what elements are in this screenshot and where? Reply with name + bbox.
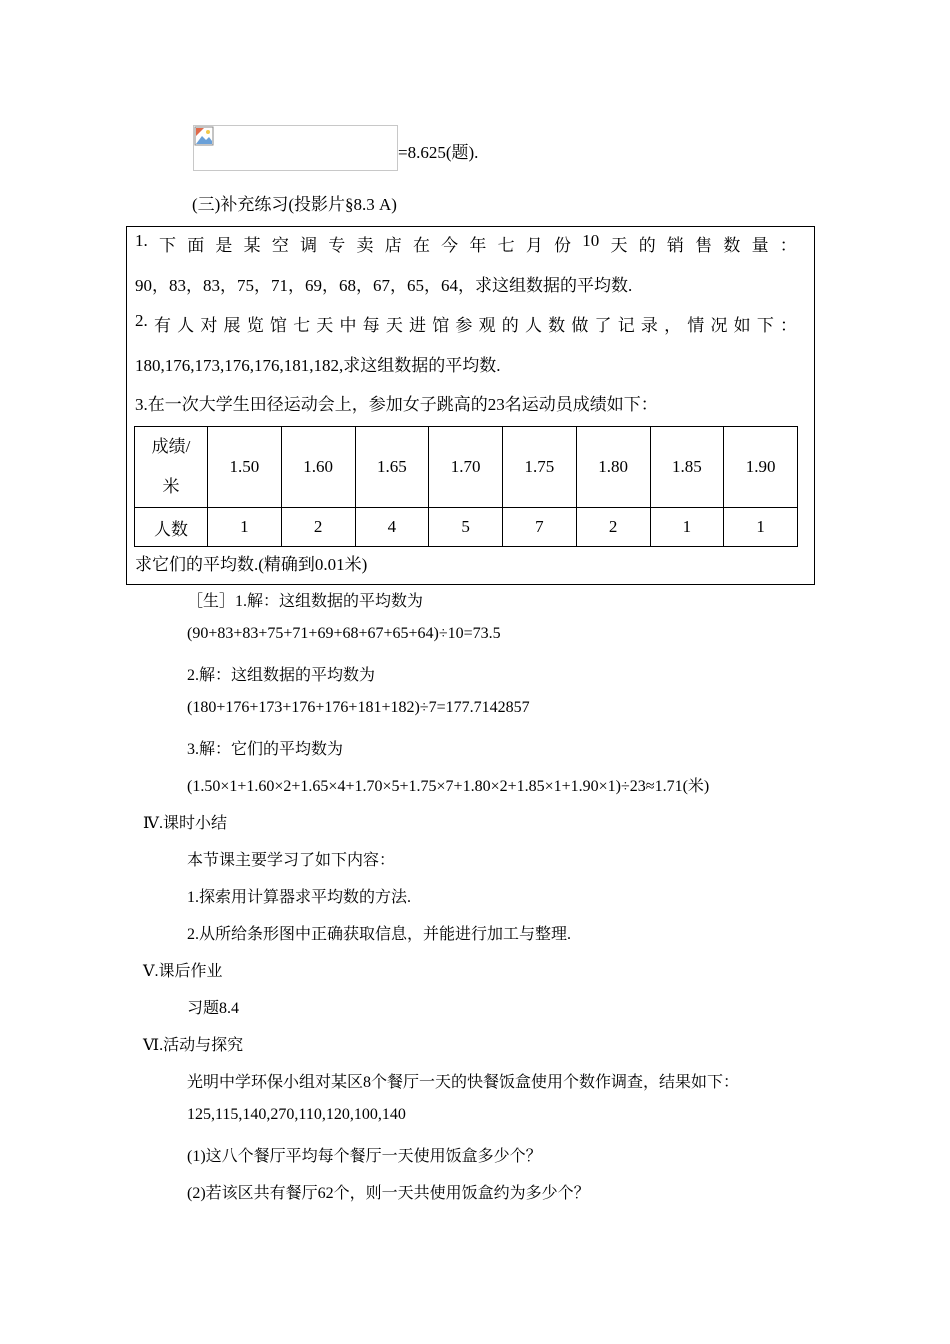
justified-char: 调 [300, 236, 318, 255]
justified-char: 了 [594, 316, 612, 335]
solution-2-label: 2.解：这组数据的平均数为 [187, 667, 376, 684]
justified-char: 年 [469, 236, 487, 255]
problem-1-line-1 [135, 231, 797, 256]
activity-heading: Ⅵ.活动与探究 [143, 1037, 244, 1054]
score-cell: 1.65 [355, 427, 429, 508]
count-cell: 1 [208, 508, 282, 547]
justified-char: 观 [478, 316, 496, 335]
score-cell: 1.90 [724, 427, 798, 508]
activity-intro: 光明中学环保小组对某区8个餐厅一天的快餐饭盒使用个数作调查，结果如下： [187, 1074, 740, 1091]
count-cell: 1 [724, 508, 798, 547]
justified-char: 空 [271, 236, 289, 255]
homework-heading: Ⅴ.课后作业 [143, 963, 223, 980]
scores-table [134, 426, 798, 547]
header-label-line-2: 米 [162, 477, 180, 496]
justified-char: 下 [158, 236, 176, 255]
count-cell: 7 [503, 508, 577, 547]
justified-char: 情 [687, 316, 705, 335]
score-cell: 1.75 [503, 427, 577, 508]
justified-char: 人 [524, 316, 542, 335]
justified-char: 人 [177, 316, 195, 335]
justified-char: 参 [455, 316, 473, 335]
justified-char: 是 [215, 236, 233, 255]
homework-content: 习题8.4 [187, 1000, 240, 1017]
justified-char: 面 [187, 236, 205, 255]
justified-char: 录 [640, 316, 658, 335]
justified-char: 卖 [356, 236, 374, 255]
problem-2-line-1 [135, 311, 797, 336]
solution-1-label: ［生］1.解：这组数据的平均数为 [187, 593, 424, 610]
justified-char: 每 [362, 316, 380, 335]
table-header-cell [135, 427, 208, 508]
justified-char: 2. [135, 311, 148, 330]
justified-char: 七 [293, 316, 311, 335]
justified-char: 店 [384, 236, 402, 255]
score-cell: 1.50 [208, 427, 282, 508]
summary-intro: 本节课主要学习了如下内容： [187, 852, 396, 869]
count-cell: 5 [429, 508, 503, 547]
problem-1-line-2: 90，83，83，75，71，69，68，67，65，64，求这组数据的平均数. [135, 276, 633, 295]
justified-char: 专 [328, 236, 346, 255]
justified-char: 馆 [269, 316, 287, 335]
activity-question-1: (1)这八个餐厅平均每个餐厅一天使用饭盒多少个？ [187, 1148, 542, 1165]
solution-1-formula: (90+83+83+75+71+69+68+67+65+64)÷10=73.5 [187, 625, 501, 642]
justified-char: 馆 [432, 316, 450, 335]
justified-char: 七 [497, 236, 515, 255]
justified-char: 记 [617, 316, 635, 335]
justified-char: 天 [385, 316, 403, 335]
solution-2-formula: (180+176+173+176+176+181+182)÷7=177.7142857 [187, 699, 530, 716]
summary-heading: Ⅳ.课时小结 [143, 815, 227, 832]
count-cell: 1 [650, 508, 724, 547]
problem-2-line-2: 180,176,173,176,176,181,182,求这组数据的平均数. [135, 356, 501, 375]
justified-char: ： [780, 316, 797, 335]
table-row-counts [135, 508, 798, 547]
justified-char: 10 [582, 231, 600, 250]
justified-char: 量 [751, 236, 769, 255]
count-label-cell: 人数 [135, 508, 208, 547]
justified-char: 进 [409, 316, 426, 335]
justified-char: ： [779, 236, 797, 255]
solution-3-formula: (1.50×1+1.60×2+1.65×4+1.70×5+1.75×7+1.80×2+1.85×1+1.90×1)÷23≈1.71(米) [187, 778, 710, 795]
justified-char: ， [664, 316, 682, 335]
summary-item-1: 1.探索用计算器求平均数的方法. [187, 889, 412, 906]
table-row-scores [135, 427, 798, 508]
activity-data: 125,115,140,270,110,120,100,140 [187, 1106, 406, 1123]
justified-char: 某 [243, 236, 261, 255]
score-cell: 1.70 [429, 427, 503, 508]
result-text: =8.625(题). [398, 143, 479, 162]
activity-question-2: (2)若该区共有餐厅62个，则一天共使用饭盒约为多少个？ [187, 1185, 590, 1202]
justified-char: 况 [710, 316, 728, 335]
count-cell: 4 [355, 508, 429, 547]
justified-char: 展 [223, 316, 241, 335]
justified-char: 天 [610, 236, 628, 255]
justified-char: 的 [638, 236, 656, 255]
justified-char: 在 [412, 236, 430, 255]
score-cell: 1.85 [650, 427, 724, 508]
justified-char: 今 [441, 236, 459, 255]
justified-char: 月 [525, 236, 543, 255]
justified-char: 中 [339, 316, 357, 335]
justified-char: 份 [554, 236, 572, 255]
count-cell: 2 [281, 508, 355, 547]
justified-char: 数 [723, 236, 741, 255]
solution-3-label: 3.解：它们的平均数为 [187, 741, 344, 758]
score-cell: 1.80 [576, 427, 650, 508]
justified-char: 售 [695, 236, 713, 255]
summary-item-2: 2.从所给条形图中正确获取信息，并能进行加工与整理. [187, 926, 572, 943]
header-label-line-1: 成绩/ [151, 437, 191, 456]
justified-char: 的 [501, 316, 519, 335]
justified-char: 天 [316, 316, 334, 335]
justified-char: 1. [135, 231, 148, 250]
justified-char: 做 [571, 316, 589, 335]
problem-3-question: 求它们的平均数.(精确到0.01米) [135, 555, 368, 574]
count-cell: 2 [576, 508, 650, 547]
broken-image-icon [194, 126, 214, 146]
justified-char: 览 [246, 316, 264, 335]
justified-char: 如 [733, 316, 751, 335]
justified-char: 销 [666, 236, 684, 255]
broken-image-placeholder [193, 125, 398, 171]
problem-3-line-1: 3.在一次大学生田径运动会上，参加女子跳高的23名运动员成绩如下： [135, 395, 658, 414]
score-cell: 1.60 [281, 427, 355, 508]
justified-char: 对 [200, 316, 218, 335]
justified-char: 有 [153, 316, 171, 335]
justified-char: 数 [548, 316, 566, 335]
justified-char: 下 [756, 316, 774, 335]
supplement-heading: (三)补充练习(投影片§8.3 A) [192, 195, 397, 214]
